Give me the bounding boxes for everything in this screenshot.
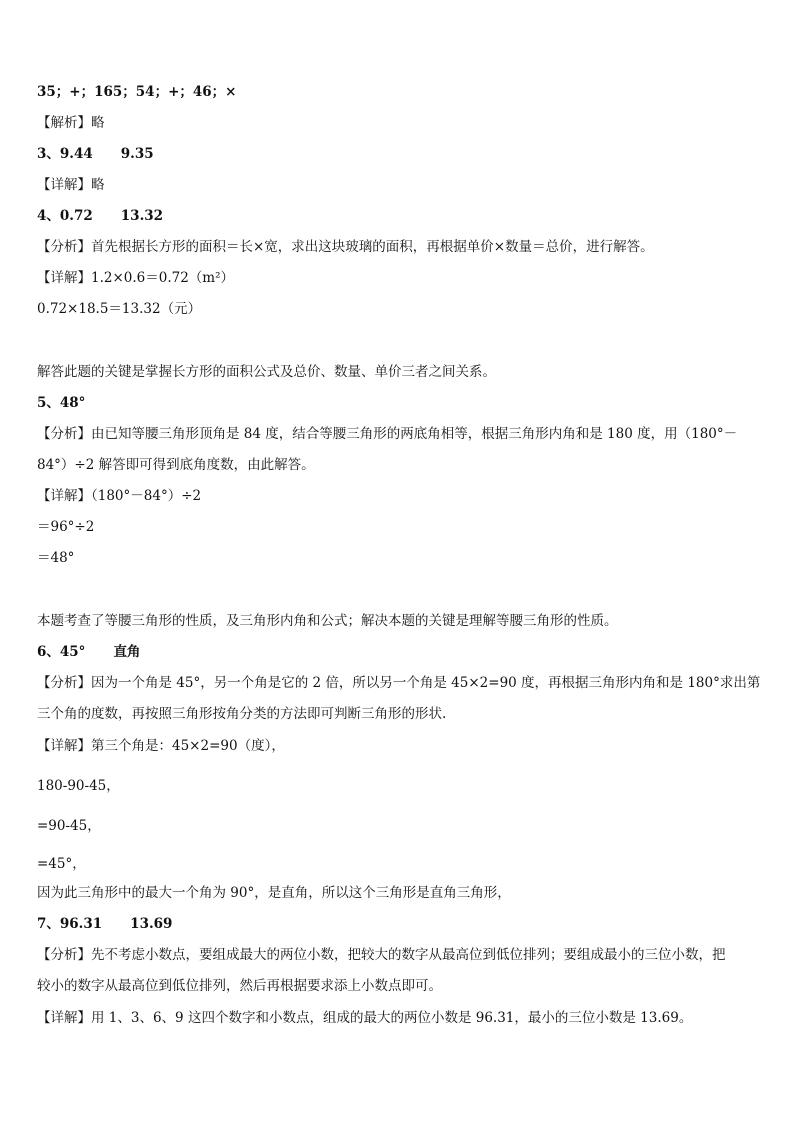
analysis-line: 【分析】首先根据长方形的面积＝长×宽，求出这块玻璃的面积，再根据单价×数量＝总价，进行解答。: [37, 239, 654, 255]
answer-line-6: [37, 642, 756, 662]
answer-7-second: 13.69: [130, 916, 173, 932]
answer-6-first: 6、45°: [37, 644, 86, 660]
calculation-line: ＝48°: [37, 550, 75, 566]
answer-line-4: [37, 206, 756, 226]
detail-line: 【详解】用 1、3、6、9 这四个数字和小数点，组成的最大的两位小数是 96.31，最小的三位小数是 13.69。: [37, 1010, 693, 1026]
summary-line: 本题考查了等腰三角形的性质，及三角形内角和公式；解决本题的关键是理解等腰三角形的性质。: [37, 613, 618, 629]
answer-3-second: 9.35: [120, 146, 154, 162]
analysis-line: 【分析】由已知等腰三角形顶角是 84 度，结合等腰三角形的两底角相等，根据三角形内角和是 180 度，用（180°－: [37, 426, 738, 442]
answer-line-7: [37, 914, 756, 934]
analysis-line-continued: 三个角的度数，再按照三角形按角分类的方法即可判断三角形的形状.: [37, 706, 447, 722]
summary-line: 解答此题的关键是掌握长方形的面积公式及总价、数量、单价三者之间关系。: [37, 364, 496, 380]
answer-3-first: 3、9.44: [37, 146, 93, 162]
calculation-line: 0.72×18.5＝13.32（元）: [37, 301, 202, 317]
calculation-line: 180-90-45，: [37, 778, 120, 794]
calculation-line: =90-45，: [37, 818, 101, 834]
detail-line: 【详解】第三个角是：45×2=90（度），: [37, 738, 285, 754]
analysis-line: 【分析】因为一个角是 45°，另一个角是它的 2 倍，所以另一个角是 45×2=90 度，再根据三角形内角和是 180°求出第: [37, 675, 761, 691]
calculation-line: =45°，: [37, 856, 86, 872]
answer-line-3: [37, 144, 756, 164]
detail-line: 【详解】1.2×0.6＝0.72（m²）: [37, 270, 235, 286]
analysis-line: 【分析】先不考虑小数点，要组成最大的两位小数，把较大的数字从最高位到低位排列；要组成最小的三位小数，把: [37, 947, 726, 963]
answer-4-first: 4、0.72: [37, 208, 93, 224]
answer-4-second: 13.32: [120, 208, 164, 224]
analysis-line: 【解析】略: [37, 115, 105, 131]
detail-line: 【详解】略: [37, 177, 105, 193]
answer-7-first: 7、96.31: [37, 916, 103, 932]
calculation-line: ＝96°÷2: [37, 519, 95, 535]
analysis-line-continued: 较小的数字从最高位到低位排列，然后再根据要求添上小数点即可。: [37, 978, 442, 994]
conclusion-line: 因为此三角形中的最大一个角为 90°，是直角，所以这个三角形是直角三角形，: [37, 885, 511, 901]
analysis-line-continued: 84°）÷2 解答即可得到底角度数，由此解答。: [37, 457, 315, 473]
answer-6-second: 直角: [113, 644, 141, 660]
answer-line-5: 5、48°: [37, 395, 86, 411]
detail-line: 【详解】（180°－84°）÷2: [37, 488, 202, 504]
answer-line-2: 35；+；165；54；+；46；×: [37, 84, 237, 100]
